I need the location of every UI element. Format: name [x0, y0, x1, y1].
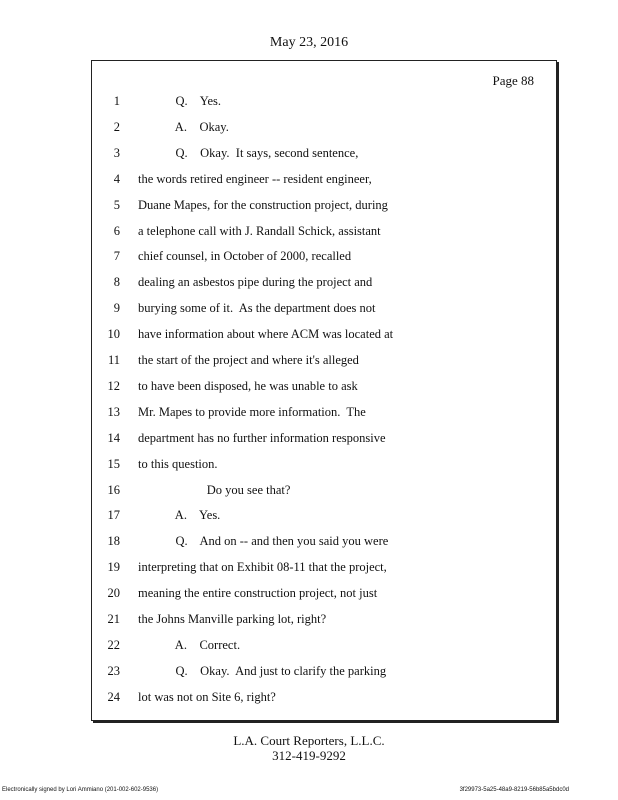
transcript-line: [92, 531, 556, 551]
line-text: burying some of it. As the department does not: [138, 301, 376, 316]
line-text: have information about where ACM was located at: [138, 327, 394, 342]
transcript-line: [92, 272, 556, 292]
transcript-page-frame: [91, 60, 557, 721]
transcript-line: [92, 687, 556, 707]
line-number: 12: [107, 378, 120, 393]
line-text: the Johns Manville parking lot, right?: [138, 612, 327, 626]
line-text: dealing an asbestos pipe during the project and: [138, 275, 373, 290]
line-number: 3: [113, 145, 120, 160]
line-number: 16: [107, 482, 120, 497]
line-number: 2: [113, 119, 120, 134]
line-text: a telephone call with J. Randall Schick, assistant: [138, 223, 381, 238]
transcript-line: [92, 117, 556, 137]
line-number: 5: [113, 197, 120, 212]
transcript-line: [92, 221, 556, 241]
transcript-line: [92, 661, 556, 681]
line-text: to this question.: [138, 456, 218, 471]
line-text: Q. And on -- and then you said you were: [138, 534, 389, 549]
electronic-signature: Electronically signed by Lori Ammiano (201-002-602-9536): [2, 787, 159, 793]
transcript-line: [92, 298, 556, 318]
transcript-line: [92, 143, 556, 163]
transcript-line: [92, 91, 556, 111]
line-number: 10: [107, 327, 120, 342]
transcript-line: [92, 376, 556, 396]
line-number: 4: [113, 171, 120, 186]
line-number: 14: [107, 430, 120, 445]
line-number: 9: [113, 301, 120, 316]
line-number: 24: [107, 689, 120, 704]
line-number: 15: [107, 456, 120, 471]
transcript-line: [92, 583, 556, 603]
line-text: A. Correct.: [138, 637, 241, 652]
line-text: chief counsel, in October of 2000, recalled: [138, 249, 352, 264]
line-number: 13: [107, 404, 120, 419]
line-number: 11: [107, 353, 120, 367]
transcript-line: [92, 454, 556, 474]
line-text: meaning the entire construction project, not just: [138, 586, 378, 601]
transcript-line: [92, 635, 556, 655]
transcript-line: [92, 609, 556, 629]
reporter-company: L.A. Court Reporters, L.L.C.: [233, 733, 385, 748]
line-number: 23: [107, 663, 120, 678]
line-text: interpreting that on Exhibit 08-11 that the project,: [138, 560, 387, 575]
line-text: Do you see that?: [138, 482, 291, 497]
transcript-line: [92, 480, 556, 500]
line-number: 21: [107, 612, 120, 626]
line-text: department has no further information responsive: [138, 430, 386, 445]
line-text: the start of the project and where it's alleged: [138, 353, 359, 367]
line-number: 20: [107, 586, 120, 601]
page-number: Page 88: [492, 73, 534, 88]
line-text: Duane Mapes, for the construction project, during: [138, 197, 388, 212]
transcript-line: [92, 324, 556, 344]
line-text: A. Okay.: [138, 119, 229, 134]
transcript-line: [92, 246, 556, 266]
transcript-line: [92, 557, 556, 577]
line-text: lot was not on Site 6, right?: [138, 689, 276, 704]
line-number: 8: [113, 275, 120, 290]
transcript-line: [92, 505, 556, 525]
document-hash: 3f29973-5a25-48a9-8219-56b85a5bdc0d: [459, 787, 569, 793]
line-text: Q. Okay. And just to clarify the parking: [138, 663, 387, 678]
line-number: 19: [107, 560, 120, 575]
line-text: A. Yes.: [138, 508, 221, 523]
transcript-line: [92, 350, 556, 370]
line-text: Q. Okay. It says, second sentence,: [138, 145, 359, 160]
line-text: the words retired engineer -- resident engineer,: [138, 171, 372, 186]
line-text: to have been disposed, he was unable to ask: [138, 378, 358, 393]
line-number: 1: [113, 94, 120, 108]
transcript-line: [92, 402, 556, 422]
transcript-date: May 23, 2016: [269, 35, 349, 50]
line-number: 17: [107, 508, 120, 523]
reporter-phone: 312-419-9292: [272, 748, 346, 763]
transcript-line: [92, 169, 556, 189]
transcript-line: [92, 195, 556, 215]
line-number: 7: [113, 249, 120, 264]
line-text: Mr. Mapes to provide more information. The: [138, 404, 366, 419]
transcript-line: [92, 428, 556, 448]
line-number: 6: [113, 223, 120, 238]
line-number: 18: [107, 534, 120, 549]
line-number: 22: [107, 637, 120, 652]
line-text: Q. Yes.: [138, 94, 222, 108]
